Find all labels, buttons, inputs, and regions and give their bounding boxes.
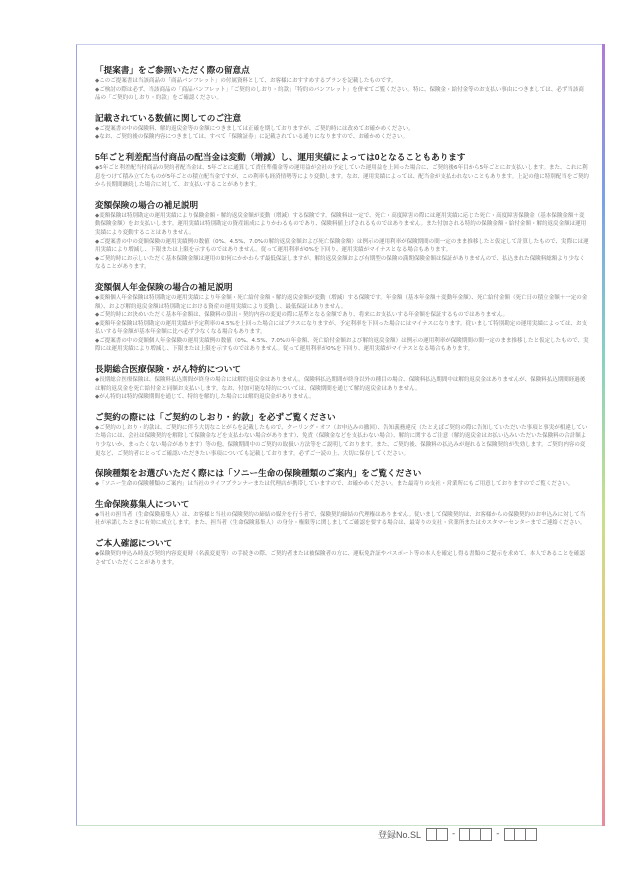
paragraph: ◆変額保険は特別勘定の運用実績により保険金額・解約返戻金額が変動（増減）する保険です。保険料は一定で、死亡・高度障害の際には運用実績に応じた死亡・高度障害保険金（基本保険金額＋変動保険金額）をお支払いします。運用実績は特別勘定の資産組成によりかわるものであり、保険料値上げされるものではありません。また付加される特約の保険金額・給付金額・解約返戻金額は運用実績により変動することはありません。 [95,212,587,236]
paragraph: ◆5年ごと利差配当付商品の契約者配当金は、5年ごとに通算して責任準備金等の運用益が会社の予定していた運用益を上回った場合に、ご契約後6年目から5年ごとにお支払いします。また、これに利息をつけて積み立てたものが5年ごとの積立配当金ですが、この利率も経済情勢等により変動します。なお、運用実績によっては、配当金が支払われないこともあります。上記の他に特別配当をご契約から長期間継続した場合に対して、お支払いすることがあります。 [95,164,589,189]
section-title: 長期総合医療保険・がん特約について [95,364,241,375]
section-body [95,511,589,528]
section-body [95,424,589,458]
registration-box-group [426,828,448,841]
section-title: 「提案書」をご参照いただく際の留意点 [95,65,250,75]
section-body [95,164,589,190]
decorative-rainbow-edge [602,44,605,826]
paragraph: ◆ご契約のしおり・約款は、ご契約に伴う大切なことがらを記載したもので、クーリング・オフ（お申込みの撤回）、告知義務違反（たとえばご契約の際に告知していただいた事項と事実が相違していた場合には、会社は保険契約を解除して保険金などを支払わない場合があります）、免責（保険金などを支払わない場合）、解約に関するご注意（解約返戻金はお払い込みいただいた保険料の合計額より少ないか、まったくない場合があります）等の他、保険期間中のご契約の取扱い方法等をご説明しております。また、ご契約後、保険料の払込みが遅れると保険契約が失効します。ご契約内容の変更など、ご契約者にとってご確認いただきたい事項についても記載しております。必ずご一読の上、大切に保存してください。 [95,424,588,457]
section-identity-check [95,537,589,567]
paragraph: ◆ご提案書の中の変額個人年金保険の運用実績例の数値（0%、4.5%、7.0%の年金額、死亡給付金額および解約返戻金額）は例示の運用利率が保険期間の間一定のまま推移したと仮定したもので、実際には運用実績により増減し、下限または上限を示すものではありません。従って運用利率が0%を下回り、運用実績がマイナスとなる場合もあります。 [95,337,589,353]
section-body [95,294,589,354]
registration-box [481,828,492,841]
paragraph: ◆ご検討の際は必ず、当該商品の「商品パンフレット」「ご契約のしおり・約款」「特約のパンフレット」を併せてご覧ください。特に、保険金・給付金等のお支払い事由につきましては、必ず当該商品の「ご契約のしおり・約款」をご確認ください。 [95,86,584,102]
paragraph: ◆ご提案書の中の変額保険の運用実績例の数値（0%、4.5%、7.0%の解約返戻金額および死亡保険金額）は例示の運用利率が保険期間の間一定のまま推移したと仮定して計算したもので、実際には運用実績により増減し、下限または上限を示すものではありません。従って運用利率が0%を下回り、運用実績がマイナスとなる場合もあります。 [95,238,589,254]
notes-content [95,64,589,576]
paragraph: ◆当社の担当者（生命保険募集人）は、お客様と当社の保険契約の締結の媒介を行う者で、保険契約締結の代理権はありません。従いまして保険契約は、お客様からの保険契約のお申込みに対して当社が承諾したときに有効に成立します。また、担当者（生命保険募集人）の身分・権限等に関しましてご確認を要する場合は、最寄りの支社・営業所またはカスタマーセンターまでご連絡ください。 [95,511,586,527]
paragraph: ◆変額個人年金保険は特別勘定の運用実績により年金額・死亡給付金額・解約返戻金額が変動（増減）する保険です。年金額（基本年金額＋変動年金額）、死亡給付金額（死亡日の積立金額＋一定の金額）、および解約返戻金額は特別勘定における資産の運用実績により変動し、最低保証はありません。 [95,294,588,310]
section-medical-cancer [95,363,589,402]
registration-box [526,828,537,841]
registration-box-group [504,828,537,841]
section-variable-insurance [95,199,589,272]
section-title: 変額個人年金保険の場合の補足説明 [95,281,233,292]
section-title: 5年ごと利差配当付商品の配当金は変動（増減）し、運用実績によっては0となることもあります [95,151,466,162]
registration-label: 登録No.SL [378,829,422,840]
paragraph: ◆ご提案書の中の保険料、解約返戻金等の金額につきましては正確を期しておりますが、ご契約時には改めてお確かめください。 [95,125,414,132]
section-title: ご契約の際には「ご契約のしおり・約款」を必ずご覧ください [95,411,336,422]
registration-box [437,828,448,841]
section-variable-annuity [95,281,589,354]
paragraph: ◆なお、ご契約後の保険内容につきましては、すべて「保険証券」に記載されている通りになりますので、お確かめください。 [95,134,409,141]
paragraph: ◆このご提案書は当該商品の「商品パンフレット」の付属資料として、お客様におすすめするプランを記載したものです。 [95,78,397,84]
registration-box [426,828,437,841]
registration-box [515,828,526,841]
section-product-types [95,467,589,489]
section-body [95,212,589,272]
paragraph: ◆長期総合医療保険は、保険料払込期間が終身の場合には解約返戻金はありません。保険料払込期間が終身以外の種目の場合、保険料払込期間中は解約返戻金はありませんが、保険料払込期間経過後は解約返戻金を死亡給付金と同額お支払いします。なお、付加可能な特約については、保険期間を通じて解約返戻金はありません。 [95,377,586,392]
registration-separator: - [496,829,500,839]
registration-separator: - [452,829,456,839]
section-title: 変額保険の場合の補足説明 [95,199,199,210]
paragraph: ◆ご契約時にお決めいただく基本年金額は、保険料の算出・契約内容の変更の際に基準となる金額であり、将来にお支払いする年金額を保証するものではありません。 [95,312,509,319]
section-dividend-notes [95,151,589,190]
section-title: ご本人確認について [95,538,173,548]
paragraph: ◆変額年金保険は特別勘定の運用実績が予定利率の4.5%を上回った場合にはプラスになりますが、予定利率を下回った場合にはマイナスになります。従いまして特別勘定の運用実績によっては、お支払いする年金額が基本年金額に比べ必ず少なくなる場合もあります。 [95,320,588,336]
section-title: 記載されている数値に関してのご注意 [95,112,242,123]
paragraph: ◆保険契約申込み時及び契約内容変更時（名義変更等）の手続きの際、ご契約者または被保険者の方に、運転免許証やパスポート等の本人を確定し得る書類のご提示を求めて、本人であることを確認させていただくことがあります。 [95,551,585,566]
registration-box [470,828,481,841]
section-title: 保険種類をお選びいただく際には「ソニー生命の保険種類のご案内」をご覧ください [95,468,422,479]
paragraph: ◆「ソニー生命の保険種類のご案内」は当社のライフプランナーまたは代理店が携帯していますので、お確かめください。また最寄りの支社・営業所にもご用意しておりますのでご覧ください。 [95,481,574,488]
paragraph: ◆がん特約は特約保険期間を通じて、特約を解約した場合には解約返戻金がありません。 [95,394,315,401]
section-body [95,125,589,142]
section-body [95,77,589,103]
section-proposal-notes [95,64,589,103]
registration-box [459,828,470,841]
paragraph: ◆ご契約時にお示しいただく基本保険金額は運用の如何にかかわらず最低保証しますが、解約返戻金額および有期型の保険の満期保険金額は保証がありませんので、払込まれた保険料総額より少なくなることがあります。 [95,255,585,271]
section-agent-info [95,498,589,528]
section-body [95,550,589,567]
section-body [95,376,589,402]
section-body [95,480,589,489]
registration-box [504,828,515,841]
registration-number [378,824,537,844]
section-contract-guide [95,411,589,458]
section-title: 生命保険募集人について [95,498,190,509]
section-figures-notes [95,112,589,142]
registration-box-group [459,828,492,841]
